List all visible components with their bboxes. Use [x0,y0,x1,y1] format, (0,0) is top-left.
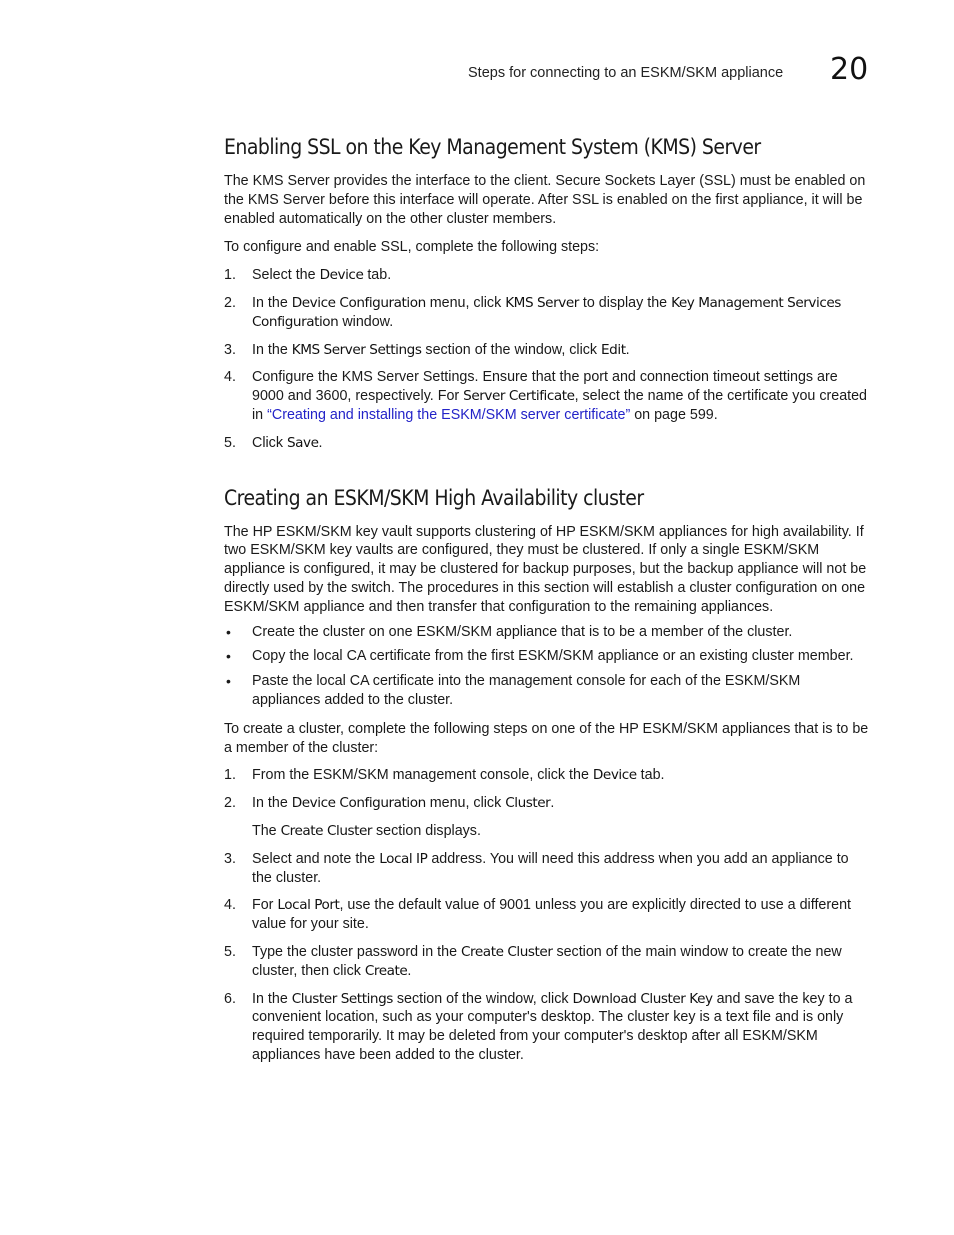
list-item [224,647,869,666]
bullet-icon: • [226,673,231,690]
section1-lead: To configure and enable SSL, complete the following steps: [224,239,600,256]
step-number: 2. [224,294,236,311]
step-text: Type the cluster password in the [252,943,462,960]
running-header-title: Steps for connecting to an ESKM/SKM appliance [468,65,784,81]
ui-term-device: Device [592,767,637,784]
ui-term-server-certificate: Server Certificate [463,388,575,405]
chapter-number: 20 [830,52,869,87]
ui-term-cluster: Cluster [505,795,551,812]
step-text: tab. [363,267,392,284]
ui-term-device-configuration: Device Configuration [291,795,426,812]
step-text: In the [252,990,292,1007]
list-item [224,943,869,981]
section2 [224,481,869,1065]
step-number: 5. [224,943,236,960]
step-number: 6. [224,990,236,1007]
section1-intro: The KMS Server provides the interface to the client. Secure Sockets Layer (SSL) must be enabled on the KMS Server before this interface will operate. After SSL is enabled on the first appliance, it will be enabled automatically on the other cluster members. [224,173,866,227]
list-item [224,896,869,934]
step-text: . [625,341,630,358]
list-item [224,766,869,785]
step-text: Select the [252,267,320,284]
ui-term-edit: Edit [601,341,626,358]
list-item [224,266,869,285]
list-item [224,341,869,360]
step-text: . [318,434,323,451]
ui-term-create-cluster: Create Cluster [461,943,553,960]
step-text: For [252,897,278,914]
step-text: on page 599. [630,406,718,423]
step-number: 3. [224,850,236,867]
section1-steps [224,266,869,452]
list-item [224,850,869,888]
step-number: 2. [224,795,236,812]
ui-term-cluster-settings: Cluster Settings [291,990,393,1007]
section-title-creating-cluster: Creating an ESKM/SKM High Availability cluster [224,485,644,510]
document-body [224,130,869,1065]
step-number: 5. [224,434,236,451]
step-text: . [550,795,555,812]
step-text: to display the [578,294,672,311]
step-text: and save the key to a convenient location, such as your computer's desktop. The cluster key is a text file and is only required temporarily. It may be deleted from your computer's desktop after all ESKM/SKM appliances have been added to the cluster. [252,990,853,1063]
section2-bullets [224,623,869,710]
list-item [224,294,869,332]
ui-term-kms-configuration: Key Management Services Configuration [252,294,841,330]
step-text: Configure the KMS Server Settings. Ensure that the port and connection timeout settings are 9000 and 3600, respectively. For [252,369,838,405]
step-text: From the ESKM/SKM management console, click the [252,767,593,784]
section2-intro: The HP ESKM/SKM key vault supports clustering of HP ESKM/SKM appliances for high availability. If two ESKM/SKM key vaults are configured, they must be clustered. If only a single ESKM/SKM appliance is configured, it may be clustered for backup purposes, but the backup appliance will not be directly used by the switch. The procedures in this section will establish a cluster configuration on one ESKM/SKM appliance and then transfer that configuration to the remaining appliances. [224,523,867,615]
ui-term-device-configuration: Device Configuration [291,294,426,311]
ui-term-local-ip: Local IP [379,850,428,867]
section2-lead: To create a cluster, complete the following steps on one of the HP ESKM/SKM appliances that is to be a member of the cluster: [224,720,869,756]
cross-reference-link[interactable]: “Creating and installing the ESKM/SKM server certificate” [267,406,631,423]
bullet-text: Paste the local CA certificate into the management console for each of the ESKM/SKM appliances added to the cluster. [252,673,801,708]
step-text: window. [338,313,394,330]
list-item [224,623,869,642]
step-number: 1. [224,767,236,784]
step-number: 3. [224,341,236,358]
step-text: , use the default value of 9001 unless you are explicitly directed to use a different value for your site. [252,897,852,933]
ui-term-kms-server: KMS Server [505,294,579,311]
step-text: In the [252,341,292,358]
ui-term-local-port: Local Port [277,897,340,914]
step-text: menu, click [425,294,506,311]
step-number: 1. [224,267,236,284]
step-text: Click [252,434,287,451]
step-text: . [407,962,412,979]
step-text: Select and note the [252,850,380,867]
note-text: section displays. [372,822,481,839]
step-text: section of the window, click [392,990,573,1007]
bullet-text: Create the cluster on one ESKM/SKM appliance that is to be a member of the cluster. [252,623,793,640]
ui-term-save: Save [286,434,319,451]
step-note [224,822,869,841]
bullet-icon: • [226,648,231,665]
list-item [224,794,869,813]
note-text: The [252,822,281,839]
ui-term-download-cluster-key: Download Cluster Key [572,990,713,1007]
list-item [224,672,869,710]
ui-term-create: Create [364,962,408,979]
step-text: , select the name of the certificate you created in [252,388,868,423]
step-text: In the [252,795,292,812]
step-text: tab. [636,767,665,784]
ui-term-kms-server-settings: KMS Server Settings [291,341,422,358]
section2-steps [224,766,869,1064]
step-number: 4. [224,897,236,914]
step-number: 4. [224,369,236,386]
step-text: section of the window, click [421,341,602,358]
step-text: In the [252,294,292,311]
step-text: menu, click [425,795,506,812]
list-item [224,434,869,453]
section-title-enabling-ssl: Enabling SSL on the Key Management System (KMS) Server [224,135,761,159]
bullet-icon: • [226,623,231,640]
ui-term-create-cluster: Create Cluster [280,822,373,839]
list-item [224,368,869,424]
step-text: address. You will need this address when you add an appliance to the cluster. [252,850,849,886]
list-item [224,990,869,1065]
ui-term-device: Device [319,267,364,284]
bullet-text: Copy the local CA certificate from the first ESKM/SKM appliance or an existing cluster member. [252,648,854,665]
step-text: section of the main window to create the new cluster, then click [252,943,842,979]
